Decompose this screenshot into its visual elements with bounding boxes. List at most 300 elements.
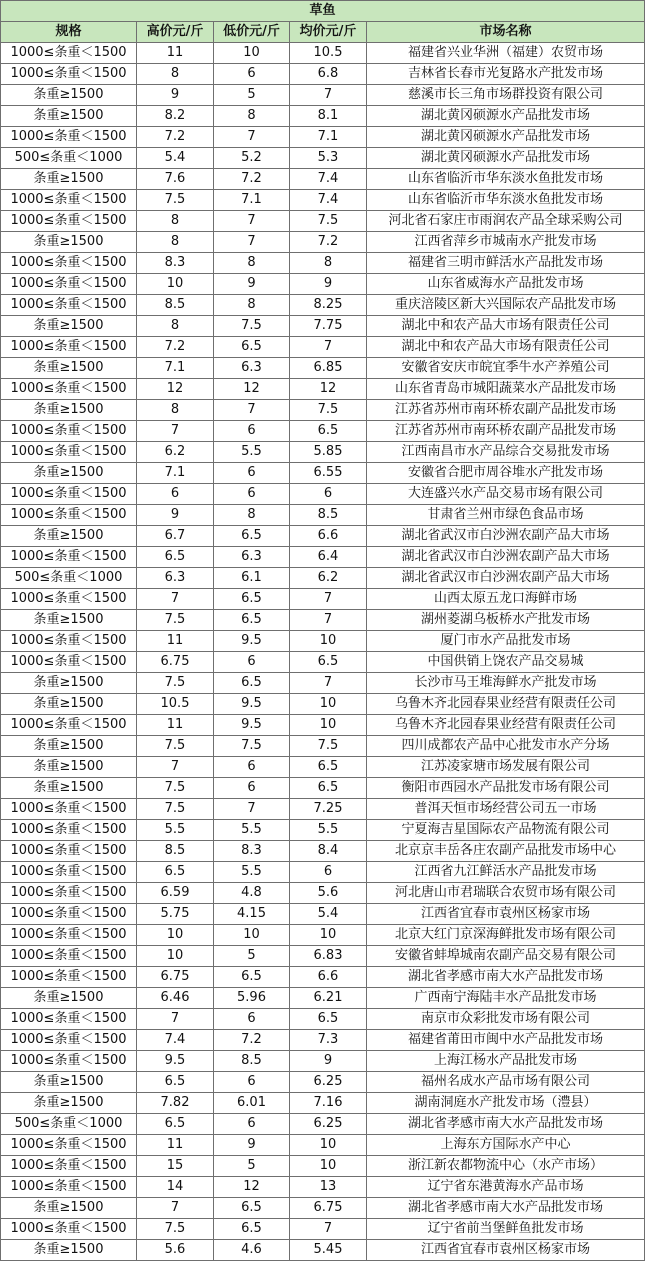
cell-avg-price: 6.2 <box>290 568 367 589</box>
table-row <box>1 589 645 610</box>
cell-avg-price: 7.5 <box>290 736 367 757</box>
cell-market: 山东省青岛市城阳蔬菜水产品批发市场 <box>367 379 645 400</box>
cell-spec: 1000≤条重＜1500 <box>1 1156 137 1177</box>
cell-low-price: 6.5 <box>214 1219 290 1240</box>
cell-high-price: 6.75 <box>137 967 214 988</box>
cell-low-price: 5 <box>214 85 290 106</box>
cell-spec: 条重≥1500 <box>1 316 137 337</box>
cell-spec: 1000≤条重＜1500 <box>1 547 137 568</box>
cell-spec: 条重≥1500 <box>1 1072 137 1093</box>
cell-high-price: 7.5 <box>137 673 214 694</box>
table-row <box>1 421 645 442</box>
cell-low-price: 6.3 <box>214 547 290 568</box>
cell-low-price: 8.3 <box>214 841 290 862</box>
cell-spec: 条重≥1500 <box>1 400 137 421</box>
table-row <box>1 295 645 316</box>
cell-avg-price: 10 <box>290 1156 367 1177</box>
cell-market: 江西省宜春市袁州区杨家市场 <box>367 904 645 925</box>
cell-avg-price: 7.2 <box>290 232 367 253</box>
cell-market: 安徽省合肥市周谷堆水产批发市场 <box>367 463 645 484</box>
cell-low-price: 12 <box>214 1177 290 1198</box>
table-row <box>1 1240 645 1261</box>
cell-spec: 500≤条重＜1000 <box>1 1114 137 1135</box>
cell-avg-price: 8.25 <box>290 295 367 316</box>
cell-avg-price: 6.4 <box>290 547 367 568</box>
cell-high-price: 5.75 <box>137 904 214 925</box>
table-row <box>1 253 645 274</box>
cell-spec: 500≤条重＜1000 <box>1 148 137 169</box>
cell-market: 浙江新农都物流中心（水产市场） <box>367 1156 645 1177</box>
cell-high-price: 9.5 <box>137 1051 214 1072</box>
table-row <box>1 106 645 127</box>
cell-spec: 1000≤条重＜1500 <box>1 484 137 505</box>
table-row <box>1 1030 645 1051</box>
cell-low-price: 12 <box>214 379 290 400</box>
cell-high-price: 7.4 <box>137 1030 214 1051</box>
cell-high-price: 6.5 <box>137 862 214 883</box>
table-row <box>1 862 645 883</box>
cell-avg-price: 7.4 <box>290 190 367 211</box>
cell-avg-price: 7.4 <box>290 169 367 190</box>
cell-spec: 1000≤条重＜1500 <box>1 715 137 736</box>
cell-high-price: 7.5 <box>137 799 214 820</box>
cell-high-price: 7.5 <box>137 778 214 799</box>
cell-market: 江西省九江鲜活水产品批发市场 <box>367 862 645 883</box>
table-row <box>1 211 645 232</box>
cell-spec: 条重≥1500 <box>1 694 137 715</box>
cell-avg-price: 5.6 <box>290 883 367 904</box>
cell-low-price: 7 <box>214 799 290 820</box>
title-row <box>1 1 645 22</box>
cell-market: 江苏凌家塘市场发展有限公司 <box>367 757 645 778</box>
table-row <box>1 400 645 421</box>
cell-high-price: 10 <box>137 946 214 967</box>
cell-high-price: 7 <box>137 1009 214 1030</box>
cell-low-price: 8 <box>214 253 290 274</box>
cell-market: 上海东方国际水产中心 <box>367 1135 645 1156</box>
table-title: 草鱼 <box>1 1 645 22</box>
table-row <box>1 820 645 841</box>
cell-high-price: 6.5 <box>137 1072 214 1093</box>
cell-spec: 1000≤条重＜1500 <box>1 1135 137 1156</box>
cell-avg-price: 6.5 <box>290 778 367 799</box>
table-row <box>1 484 645 505</box>
cell-avg-price: 12 <box>290 379 367 400</box>
cell-market: 山东省威海水产品批发市场 <box>367 274 645 295</box>
table-row <box>1 190 645 211</box>
cell-low-price: 6 <box>214 1114 290 1135</box>
cell-market: 福建省兴业华洲（福建）农贸市场 <box>367 43 645 64</box>
cell-avg-price: 7 <box>290 337 367 358</box>
cell-avg-price: 6.5 <box>290 652 367 673</box>
cell-low-price: 5.96 <box>214 988 290 1009</box>
cell-avg-price: 8.1 <box>290 106 367 127</box>
cell-high-price: 6.75 <box>137 652 214 673</box>
cell-avg-price: 6.75 <box>290 1198 367 1219</box>
header-spec: 规格 <box>1 22 137 43</box>
table-row <box>1 1219 645 1240</box>
cell-spec: 1000≤条重＜1500 <box>1 925 137 946</box>
cell-spec: 1000≤条重＜1500 <box>1 904 137 925</box>
cell-spec: 1000≤条重＜1500 <box>1 127 137 148</box>
cell-high-price: 12 <box>137 379 214 400</box>
cell-spec: 条重≥1500 <box>1 106 137 127</box>
cell-market: 湖北省孝感市南大水产品批发市场 <box>367 1114 645 1135</box>
cell-market: 山东省临沂市华东淡水鱼批发市场 <box>367 169 645 190</box>
cell-avg-price: 7 <box>290 610 367 631</box>
cell-market: 安徽省蚌埠城南农副产品交易有限公司 <box>367 946 645 967</box>
cell-high-price: 9 <box>137 505 214 526</box>
table-row <box>1 274 645 295</box>
cell-avg-price: 6.5 <box>290 421 367 442</box>
header-avg-price: 均价元/斤 <box>290 22 367 43</box>
cell-spec: 条重≥1500 <box>1 463 137 484</box>
cell-low-price: 9.5 <box>214 715 290 736</box>
cell-high-price: 11 <box>137 1135 214 1156</box>
cell-spec: 条重≥1500 <box>1 1093 137 1114</box>
cell-avg-price: 7.1 <box>290 127 367 148</box>
cell-spec: 条重≥1500 <box>1 526 137 547</box>
cell-low-price: 5.2 <box>214 148 290 169</box>
table-row <box>1 715 645 736</box>
cell-spec: 1000≤条重＜1500 <box>1 379 137 400</box>
cell-avg-price: 7.3 <box>290 1030 367 1051</box>
cell-spec: 1000≤条重＜1500 <box>1 652 137 673</box>
cell-spec: 1000≤条重＜1500 <box>1 253 137 274</box>
cell-market: 衡阳市西园水产品批发市场有限公司 <box>367 778 645 799</box>
cell-low-price: 9.5 <box>214 694 290 715</box>
cell-low-price: 8 <box>214 505 290 526</box>
table-row <box>1 505 645 526</box>
cell-low-price: 6 <box>214 1009 290 1030</box>
cell-market: 四川成都农产品中心批发市水产分场 <box>367 736 645 757</box>
header-low-price: 低价元/斤 <box>214 22 290 43</box>
cell-low-price: 6.01 <box>214 1093 290 1114</box>
cell-market: 南京市众彩批发市场有限公司 <box>367 1009 645 1030</box>
cell-market: 湖南洞庭水产批发市场（澧县） <box>367 1093 645 1114</box>
cell-avg-price: 5.5 <box>290 820 367 841</box>
cell-avg-price: 7 <box>290 589 367 610</box>
cell-spec: 1000≤条重＜1500 <box>1 442 137 463</box>
cell-market: 福建省三明市鲜活水产品批发市场 <box>367 253 645 274</box>
cell-low-price: 6.5 <box>214 967 290 988</box>
cell-low-price: 4.6 <box>214 1240 290 1261</box>
cell-avg-price: 6.5 <box>290 757 367 778</box>
cell-spec: 1000≤条重＜1500 <box>1 883 137 904</box>
cell-low-price: 7.2 <box>214 1030 290 1051</box>
cell-high-price: 11 <box>137 631 214 652</box>
cell-spec: 条重≥1500 <box>1 673 137 694</box>
cell-high-price: 7.1 <box>137 358 214 379</box>
cell-low-price: 10 <box>214 925 290 946</box>
cell-avg-price: 5.45 <box>290 1240 367 1261</box>
cell-avg-price: 10 <box>290 631 367 652</box>
cell-market: 湖北黄冈硕源水产品批发市场 <box>367 148 645 169</box>
cell-market: 河北省石家庄市雨润农产品全球采购公司 <box>367 211 645 232</box>
table-row <box>1 463 645 484</box>
cell-low-price: 9 <box>214 274 290 295</box>
cell-spec: 条重≥1500 <box>1 232 137 253</box>
cell-high-price: 5.4 <box>137 148 214 169</box>
cell-high-price: 7.2 <box>137 127 214 148</box>
table-row <box>1 904 645 925</box>
cell-market: 湖州菱湖乌板桥水产批发市场 <box>367 610 645 631</box>
cell-low-price: 8 <box>214 106 290 127</box>
cell-spec: 1000≤条重＜1500 <box>1 967 137 988</box>
cell-market: 湖北省孝感市南大水产品批发市场 <box>367 1198 645 1219</box>
cell-avg-price: 6 <box>290 862 367 883</box>
cell-high-price: 7 <box>137 1198 214 1219</box>
cell-high-price: 6.5 <box>137 547 214 568</box>
cell-market: 吉林省长春市光复路水产批发市场 <box>367 64 645 85</box>
cell-market: 大连盛兴水产品交易市场有限公司 <box>367 484 645 505</box>
cell-spec: 1000≤条重＜1500 <box>1 190 137 211</box>
cell-low-price: 6.5 <box>214 337 290 358</box>
cell-market: 福建省莆田市闽中水产品批发市场 <box>367 1030 645 1051</box>
cell-high-price: 7 <box>137 421 214 442</box>
cell-high-price: 7.2 <box>137 337 214 358</box>
cell-low-price: 6 <box>214 757 290 778</box>
cell-avg-price: 8.4 <box>290 841 367 862</box>
cell-low-price: 6 <box>214 463 290 484</box>
cell-spec: 条重≥1500 <box>1 358 137 379</box>
table-body <box>1 43 645 1261</box>
table-row <box>1 799 645 820</box>
cell-market: 湖北中和农产品大市场有限责任公司 <box>367 337 645 358</box>
cell-market: 山西太原五龙口海鲜市场 <box>367 589 645 610</box>
cell-spec: 1000≤条重＜1500 <box>1 820 137 841</box>
cell-market: 福州名成水产品市场有限公司 <box>367 1072 645 1093</box>
cell-avg-price: 6.6 <box>290 526 367 547</box>
cell-market: 慈溪市长三角市场群投资有限公司 <box>367 85 645 106</box>
cell-spec: 条重≥1500 <box>1 85 137 106</box>
cell-high-price: 7.5 <box>137 1219 214 1240</box>
cell-high-price: 11 <box>137 43 214 64</box>
cell-high-price: 8 <box>137 64 214 85</box>
cell-market: 江苏省苏州市南环桥农副产品批发市场 <box>367 421 645 442</box>
table-row <box>1 526 645 547</box>
cell-avg-price: 7 <box>290 85 367 106</box>
cell-spec: 条重≥1500 <box>1 757 137 778</box>
table-row <box>1 85 645 106</box>
cell-spec: 1000≤条重＜1500 <box>1 211 137 232</box>
cell-low-price: 6 <box>214 1072 290 1093</box>
cell-low-price: 6.5 <box>214 1198 290 1219</box>
cell-spec: 条重≥1500 <box>1 778 137 799</box>
cell-high-price: 10 <box>137 274 214 295</box>
cell-spec: 1000≤条重＜1500 <box>1 1219 137 1240</box>
cell-avg-price: 6 <box>290 484 367 505</box>
cell-avg-price: 9 <box>290 1051 367 1072</box>
table-row <box>1 43 645 64</box>
cell-high-price: 11 <box>137 715 214 736</box>
cell-high-price: 7 <box>137 589 214 610</box>
cell-high-price: 6.46 <box>137 988 214 1009</box>
cell-high-price: 7.82 <box>137 1093 214 1114</box>
cell-spec: 1000≤条重＜1500 <box>1 43 137 64</box>
table-row <box>1 757 645 778</box>
cell-market: 安徽省安庆市皖宜季牛水产养殖公司 <box>367 358 645 379</box>
cell-low-price: 6.1 <box>214 568 290 589</box>
cell-high-price: 8.2 <box>137 106 214 127</box>
table-row <box>1 169 645 190</box>
cell-market: 湖北省孝感市南大水产品批发市场 <box>367 967 645 988</box>
cell-avg-price: 8 <box>290 253 367 274</box>
cell-market: 乌鲁木齐北园春果业经营有限责任公司 <box>367 694 645 715</box>
cell-spec: 1000≤条重＜1500 <box>1 421 137 442</box>
table-row <box>1 631 645 652</box>
cell-avg-price: 10 <box>290 715 367 736</box>
cell-market: 中国供销上饶农产品交易城 <box>367 652 645 673</box>
cell-market: 江西省宜春市袁州区杨家市场 <box>367 1240 645 1261</box>
cell-high-price: 7 <box>137 757 214 778</box>
table-row <box>1 988 645 1009</box>
cell-high-price: 7.1 <box>137 463 214 484</box>
table-row <box>1 1093 645 1114</box>
cell-high-price: 8.5 <box>137 841 214 862</box>
cell-spec: 1000≤条重＜1500 <box>1 946 137 967</box>
cell-low-price: 5.5 <box>214 820 290 841</box>
cell-low-price: 9 <box>214 1135 290 1156</box>
table-row <box>1 358 645 379</box>
table-row <box>1 694 645 715</box>
cell-low-price: 7.2 <box>214 169 290 190</box>
cell-avg-price: 5.4 <box>290 904 367 925</box>
table-row <box>1 547 645 568</box>
table-row <box>1 442 645 463</box>
cell-market: 宁夏海吉星国际农产品物流有限公司 <box>367 820 645 841</box>
cell-high-price: 7.5 <box>137 610 214 631</box>
cell-high-price: 8 <box>137 211 214 232</box>
cell-spec: 1000≤条重＜1500 <box>1 505 137 526</box>
cell-low-price: 7 <box>214 400 290 421</box>
cell-avg-price: 6.25 <box>290 1114 367 1135</box>
table-row <box>1 1135 645 1156</box>
cell-low-price: 5.5 <box>214 862 290 883</box>
cell-high-price: 6 <box>137 484 214 505</box>
cell-high-price: 5.6 <box>137 1240 214 1261</box>
cell-avg-price: 5.85 <box>290 442 367 463</box>
cell-low-price: 7 <box>214 127 290 148</box>
table-row <box>1 337 645 358</box>
cell-spec: 1000≤条重＜1500 <box>1 295 137 316</box>
cell-avg-price: 6.6 <box>290 967 367 988</box>
table-row <box>1 736 645 757</box>
cell-low-price: 5.5 <box>214 442 290 463</box>
cell-market: 湖北省武汉市白沙洲农副产品大市场 <box>367 526 645 547</box>
table-row <box>1 148 645 169</box>
cell-spec: 条重≥1500 <box>1 610 137 631</box>
cell-market: 湖北省武汉市白沙洲农副产品大市场 <box>367 568 645 589</box>
cell-low-price: 6 <box>214 421 290 442</box>
cell-market: 湖北黄冈硕源水产品批发市场 <box>367 106 645 127</box>
cell-avg-price: 7 <box>290 1219 367 1240</box>
cell-low-price: 4.15 <box>214 904 290 925</box>
cell-low-price: 6.3 <box>214 358 290 379</box>
cell-high-price: 6.7 <box>137 526 214 547</box>
cell-market: 山东省临沂市华东淡水鱼批发市场 <box>367 190 645 211</box>
cell-high-price: 8.3 <box>137 253 214 274</box>
cell-avg-price: 6.55 <box>290 463 367 484</box>
table-row <box>1 883 645 904</box>
cell-market: 甘肃省兰州市绿色食品市场 <box>367 505 645 526</box>
cell-high-price: 7.5 <box>137 736 214 757</box>
cell-avg-price: 7.5 <box>290 211 367 232</box>
cell-high-price: 8.5 <box>137 295 214 316</box>
cell-low-price: 6.5 <box>214 589 290 610</box>
cell-spec: 1000≤条重＜1500 <box>1 1030 137 1051</box>
cell-high-price: 8 <box>137 316 214 337</box>
cell-high-price: 6.3 <box>137 568 214 589</box>
cell-spec: 条重≥1500 <box>1 1240 137 1261</box>
header-high-price: 高价元/斤 <box>137 22 214 43</box>
cell-high-price: 9 <box>137 85 214 106</box>
table-row <box>1 652 645 673</box>
table-row <box>1 967 645 988</box>
cell-high-price: 6.5 <box>137 1114 214 1135</box>
cell-low-price: 8 <box>214 295 290 316</box>
cell-avg-price: 7.5 <box>290 400 367 421</box>
table-row <box>1 673 645 694</box>
cell-avg-price: 6.21 <box>290 988 367 1009</box>
cell-low-price: 7.5 <box>214 316 290 337</box>
cell-high-price: 8 <box>137 232 214 253</box>
cell-market: 河北唐山市君瑞联合农贸市场有限公司 <box>367 883 645 904</box>
cell-market: 辽宁省前当堡鲜鱼批发市场 <box>367 1219 645 1240</box>
table-row <box>1 1177 645 1198</box>
cell-spec: 1000≤条重＜1500 <box>1 64 137 85</box>
table-row <box>1 1114 645 1135</box>
cell-spec: 1000≤条重＜1500 <box>1 841 137 862</box>
cell-high-price: 10 <box>137 925 214 946</box>
cell-avg-price: 6.5 <box>290 1009 367 1030</box>
header-row <box>1 22 645 43</box>
table-row <box>1 841 645 862</box>
cell-high-price: 10.5 <box>137 694 214 715</box>
cell-low-price: 6 <box>214 778 290 799</box>
table-row <box>1 316 645 337</box>
cell-avg-price: 5.3 <box>290 148 367 169</box>
cell-low-price: 6 <box>214 64 290 85</box>
cell-spec: 条重≥1500 <box>1 1198 137 1219</box>
cell-market: 厦门市水产品批发市场 <box>367 631 645 652</box>
table-row <box>1 778 645 799</box>
cell-high-price: 5.5 <box>137 820 214 841</box>
table-row <box>1 1009 645 1030</box>
cell-avg-price: 9 <box>290 274 367 295</box>
cell-low-price: 5 <box>214 946 290 967</box>
cell-low-price: 9.5 <box>214 631 290 652</box>
cell-spec: 1000≤条重＜1500 <box>1 274 137 295</box>
cell-high-price: 14 <box>137 1177 214 1198</box>
cell-market: 广西南宁海陆丰水产品批发市场 <box>367 988 645 1009</box>
table-row <box>1 568 645 589</box>
cell-market: 北京大红门京深海鲜批发市场有限公司 <box>367 925 645 946</box>
cell-market: 江苏省苏州市南环桥农副产品批发市场 <box>367 400 645 421</box>
cell-market: 北京京丰岳各庄农副产品批发市场中心 <box>367 841 645 862</box>
cell-market: 辽宁省东港黄海水产品市场 <box>367 1177 645 1198</box>
table-row <box>1 1051 645 1072</box>
cell-spec: 500≤条重＜1000 <box>1 568 137 589</box>
cell-avg-price: 10.5 <box>290 43 367 64</box>
cell-low-price: 7.1 <box>214 190 290 211</box>
cell-spec: 1000≤条重＜1500 <box>1 631 137 652</box>
cell-low-price: 5 <box>214 1156 290 1177</box>
cell-market: 湖北省武汉市白沙洲农副产品大市场 <box>367 547 645 568</box>
cell-market: 湖北黄冈硕源水产品批发市场 <box>367 127 645 148</box>
cell-high-price: 7.6 <box>137 169 214 190</box>
cell-spec: 条重≥1500 <box>1 736 137 757</box>
